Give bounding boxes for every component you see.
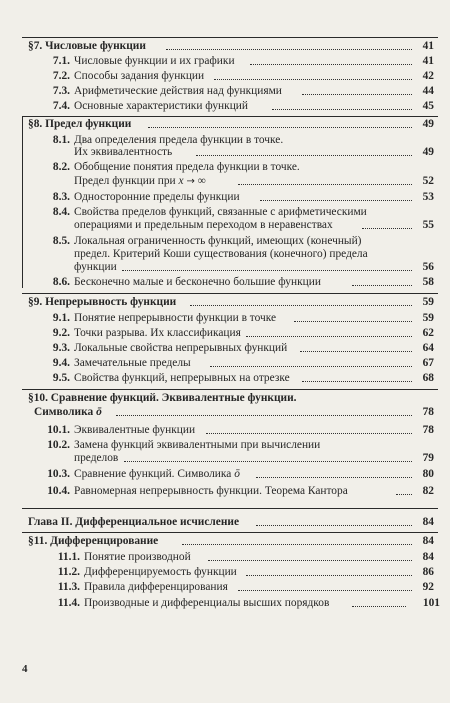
infinity-symbol: ∞ — [197, 175, 206, 187]
section-vertical-rule — [22, 116, 23, 288]
toc-page-number: 67 — [422, 357, 434, 369]
dot-leader — [206, 433, 412, 434]
toc-entry-number: 9.2. — [52, 327, 70, 339]
toc-entry-number: 7.2. — [52, 70, 70, 82]
dot-leader — [210, 366, 412, 367]
dot-leader — [250, 64, 412, 65]
toc-section-title: §11. Дифференцирование — [28, 535, 159, 547]
toc-page-number: 52 — [422, 175, 434, 187]
toc-page-number: 53 — [422, 191, 434, 203]
dot-leader — [352, 285, 412, 286]
toc-section-title-cont — [34, 406, 102, 419]
toc-entry-title: Правила дифференцирования — [84, 581, 228, 593]
dot-leader — [196, 155, 412, 156]
toc-page-number: 58 — [422, 276, 434, 288]
dot-leader — [246, 336, 412, 337]
arrow-icon: → — [186, 176, 195, 187]
toc-entry-title: Арифметические действия над функциями — [74, 85, 282, 97]
section-rule — [22, 389, 438, 390]
toc-page-number: 84 — [422, 551, 434, 563]
toc-entry-title: Локальная ограниченность функций, имеющих (конечный) — [74, 235, 362, 247]
little-o-symbol: ō — [234, 468, 240, 480]
toc-entry-title: Замечательные пределы — [74, 357, 191, 369]
toc-entry-title: Односторонние пределы функции — [74, 191, 240, 203]
toc-entry-number: 9.3. — [52, 342, 70, 354]
toc-entry-number: 10.4. — [47, 485, 70, 497]
toc-entry-title: Бесконечно малые и бесконечно большие функции — [74, 276, 321, 288]
toc-page-number: 84 — [422, 516, 434, 528]
toc-page-number: 55 — [422, 219, 434, 231]
toc-entry-title: Локальные свойства непрерывных функций — [74, 342, 288, 354]
dot-leader — [116, 415, 412, 416]
dot-leader — [260, 200, 412, 201]
toc-entry-number: 11.4. — [57, 597, 80, 609]
section-rule — [22, 508, 438, 509]
toc-page-number: 41 — [422, 55, 434, 67]
dot-leader — [148, 127, 412, 128]
toc-entry-number: 10.2. — [47, 439, 70, 451]
toc-page-number: 59 — [422, 312, 434, 324]
toc-section-title: §10. Сравнение функций. Эквивалентные функции. — [28, 392, 297, 404]
toc-entry-number: 9.1. — [52, 312, 70, 324]
dot-leader — [272, 109, 412, 110]
toc-entry-title: Свойства функций, непрерывных на отрезке — [74, 372, 290, 384]
toc-page-number: 84 — [422, 535, 434, 547]
toc-page-number: 79 — [422, 452, 434, 464]
dot-leader — [166, 49, 412, 50]
toc-entry-title: Равномерная непрерывность функции. Теорема Кантора — [74, 485, 348, 497]
toc-page-number: 78 — [422, 406, 434, 418]
toc-entry-number: 11.2. — [57, 566, 80, 578]
toc-page-number: 68 — [422, 372, 434, 384]
section-rule — [22, 293, 438, 294]
toc-entry-number: 7.4. — [52, 100, 70, 112]
toc-page-number: 59 — [422, 296, 434, 308]
toc-page-number: 44 — [422, 85, 434, 97]
toc-entry-title-cont: операциями и предельным переходом в неравенствах — [74, 219, 333, 231]
dot-leader — [208, 560, 412, 561]
toc-entry-title: Замена функций эквивалентными при вычислении — [74, 439, 321, 451]
toc-entry-number: 8.3. — [52, 191, 70, 203]
toc-entry-title: Свойства пределов функций, связанные с арифметическими — [74, 206, 367, 218]
toc-page-number: 49 — [422, 146, 434, 158]
section-rule — [22, 532, 438, 533]
toc-section-title: §9. Непрерывность функции — [28, 296, 177, 308]
toc-section-title: §7. Числовые функции — [28, 40, 146, 52]
toc-entry-title-cont: функции — [74, 261, 117, 273]
little-o-symbol: ō — [96, 406, 102, 418]
dot-leader — [238, 590, 412, 591]
toc-page-number: 80 — [422, 468, 434, 480]
toc-section-text: Символика — [34, 406, 94, 418]
toc-entry-title: Обобщение понятия предела функции в точке. — [74, 161, 300, 173]
toc-section-title: §8. Предел функции — [28, 118, 132, 130]
toc-entry-title: Понятие производной — [84, 551, 191, 563]
toc-entry-number: 11.3. — [57, 581, 80, 593]
toc-entry-title-cont: Их эквивалентность — [74, 146, 173, 158]
toc-entry-number: 8.2. — [52, 161, 70, 173]
toc-entry-text: Сравнение функций. Символика — [74, 468, 232, 480]
toc-page-number: 62 — [422, 327, 434, 339]
toc-entry-number: 8.4. — [52, 206, 70, 218]
section-rule — [22, 116, 438, 117]
toc-entry-number: 9.4. — [52, 357, 70, 369]
toc-entry-number: 7.1. — [52, 55, 70, 67]
toc-page-number: 41 — [422, 40, 434, 52]
toc-entry-title: Точки разрыва. Их классификация — [74, 327, 241, 339]
toc-entry-title: Способы задания функции — [74, 70, 205, 82]
dot-leader — [124, 461, 412, 462]
dot-leader — [302, 94, 412, 95]
toc-page-number: 49 — [422, 118, 434, 130]
toc-chapter-title: Глава II. Дифференциальное исчисление — [28, 516, 240, 528]
toc-entry-title: Производные и дифференциалы высших порядков — [84, 597, 330, 609]
toc-entry-number: 10.1. — [47, 424, 70, 436]
toc-entry-title: Числовые функции и их графики — [74, 55, 235, 67]
toc-page-number: 86 — [422, 566, 434, 578]
dot-leader — [302, 381, 412, 382]
toc-page-number: 42 — [422, 70, 434, 82]
toc-entry-title: Два определения предела функции в точке. — [74, 134, 284, 146]
toc-entry-title: Понятие непрерывности функции в точке — [74, 312, 277, 324]
toc-entry-title: Основные характеристики функций — [74, 100, 248, 112]
toc-entry-number: 10.3. — [47, 468, 70, 480]
toc-page-number: 101 — [422, 597, 440, 609]
toc-entry-number: 8.6. — [52, 276, 70, 288]
toc-page-number: 56 — [422, 261, 434, 273]
dot-leader — [300, 351, 412, 352]
dot-leader — [190, 305, 412, 306]
dot-leader — [256, 525, 412, 526]
dot-leader — [182, 544, 412, 545]
dot-leader — [294, 321, 412, 322]
toc-page-number: 45 — [422, 100, 434, 112]
toc-entry-title: Дифференцируемость функции — [84, 566, 237, 578]
toc-entry-title-cont: пределов — [74, 452, 119, 464]
dot-leader — [246, 575, 412, 576]
toc-entry-number: 11.1. — [57, 551, 80, 563]
toc-entry-title-cont — [74, 175, 206, 188]
toc-entry-number: 9.5. — [52, 372, 70, 384]
math-variable: x — [178, 175, 184, 187]
toc-entry-number: 7.3. — [52, 85, 70, 97]
toc-entry-title-cont: предел. Критерий Коши существования (конечного) предела — [74, 248, 368, 260]
dot-leader — [214, 79, 412, 80]
toc-entry-text: Предел функции при — [74, 175, 176, 187]
toc-page-number: 78 — [422, 424, 434, 436]
toc-entry-title — [74, 468, 240, 481]
toc-page-number: 82 — [422, 485, 434, 497]
page-number: 4 — [22, 663, 28, 675]
dot-leader — [256, 477, 412, 478]
toc-entry-title: Эквивалентные функции — [74, 424, 196, 436]
toc-entry-number: 8.1. — [52, 134, 70, 146]
dot-leader — [238, 184, 412, 185]
section-rule — [22, 37, 438, 38]
toc-page-number: 64 — [422, 342, 434, 354]
dot-leader — [352, 606, 406, 607]
toc-page-number: 92 — [422, 581, 434, 593]
toc-entry-number: 8.5. — [52, 235, 70, 247]
dot-leader — [122, 270, 412, 271]
